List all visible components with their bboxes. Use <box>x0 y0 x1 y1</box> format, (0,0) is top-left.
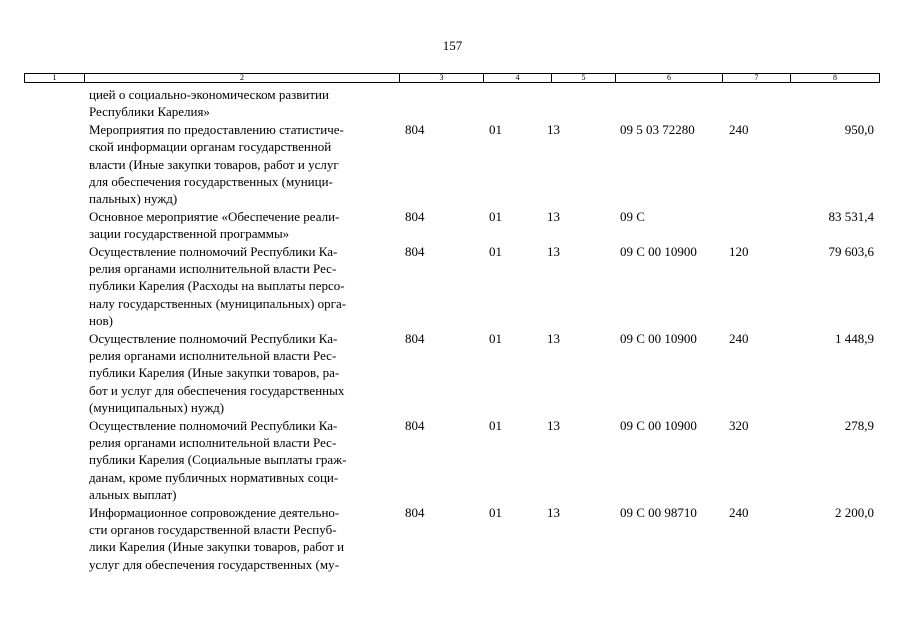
description-line: публики Карелия (Социальные выплаты граж- <box>89 452 347 468</box>
cell-col-5: 13 <box>547 330 560 346</box>
description-line: Осуществление полномочий Республики Ка- <box>89 243 338 259</box>
cell-col-4: 01 <box>489 208 502 224</box>
description-line: публики Карелия (Иные закупки товаров, ра- <box>89 365 340 381</box>
row-description <box>89 121 394 208</box>
cell-col-5: 13 <box>547 243 560 259</box>
cell-col-4: 01 <box>489 121 502 137</box>
description-line: зации государственной программы» <box>89 226 290 242</box>
cell-col-3: 804 <box>405 121 425 137</box>
description-line: релия органами исполнительной власти Рес- <box>89 348 337 363</box>
description-line: релия органами исполнительной власти Рес- <box>89 435 337 450</box>
description-line: сти органов государственной власти Респуб- <box>89 522 337 537</box>
cell-col-3: 804 <box>405 504 425 520</box>
cell-col-3: 804 <box>405 417 425 433</box>
cell-col-4: 01 <box>489 243 502 259</box>
row-description <box>89 208 394 243</box>
row-description <box>89 86 394 121</box>
header-col-1: 1 <box>25 74 85 82</box>
description-line: налу государственных (муниципальных) орга- <box>89 295 347 311</box>
cell-col-7: 240 <box>729 330 749 346</box>
row-description <box>89 243 394 330</box>
description-line: Информационное сопровождение деятельно- <box>89 504 340 520</box>
cell-col-6: 09 5 03 72280 <box>620 121 695 137</box>
cell-col-6: 09 С <box>620 208 645 224</box>
description-line: Республики Карелия» <box>89 104 210 120</box>
cell-col-6: 09 С 00 10900 <box>620 330 697 346</box>
description-line: власти (Иные закупки товаров, работ и услуг <box>89 156 339 172</box>
description-line: ской информации органам государственной <box>89 139 332 155</box>
description-line: лики Карелия (Иные закупки товаров, работ и <box>89 539 345 555</box>
description-line: пальных) нужд) <box>89 191 178 207</box>
description-line: нов) <box>89 313 113 329</box>
cell-col-3: 804 <box>405 243 425 259</box>
table-header <box>24 73 880 83</box>
row-description <box>89 504 394 574</box>
cell-col-7: 120 <box>729 243 749 259</box>
cell-col-8: 79 603,6 <box>828 243 874 259</box>
cell-col-4: 01 <box>489 504 502 520</box>
description-line: данам, кроме публичных нормативных соци- <box>89 469 339 485</box>
description-line: Осуществление полномочий Республики Ка- <box>89 330 338 346</box>
description-line: услуг для обеспечения государственных (му- <box>89 556 339 572</box>
cell-col-8: 950,0 <box>844 121 874 137</box>
cell-col-5: 13 <box>547 208 560 224</box>
header-col-8: 8 <box>833 73 837 82</box>
description-line: альных выплат) <box>89 487 177 503</box>
description-line: Мероприятия по предоставлению статистиче- <box>89 121 344 137</box>
row-description <box>89 417 394 504</box>
description-line: публики Карелия (Расходы на выплаты персо- <box>89 278 345 294</box>
description-line: (муниципальных) нужд) <box>89 400 225 416</box>
cell-col-4: 01 <box>489 417 502 433</box>
header-col-3: 3 <box>400 74 484 82</box>
cell-col-3: 804 <box>405 208 425 224</box>
cell-col-8: 278,9 <box>844 417 874 433</box>
cell-col-4: 01 <box>489 330 502 346</box>
cell-col-7: 240 <box>729 504 749 520</box>
header-col-5: 5 <box>552 74 616 82</box>
cell-col-3: 804 <box>405 330 425 346</box>
cell-col-8: 1 448,9 <box>835 330 874 346</box>
cell-col-8: 83 531,4 <box>828 208 874 224</box>
cell-col-6: 09 С 00 98710 <box>620 504 697 520</box>
cell-col-5: 13 <box>547 121 560 137</box>
description-line: для обеспечения государственных (муници- <box>89 174 333 190</box>
cell-col-6: 09 С 00 10900 <box>620 243 697 259</box>
header-col-4: 4 <box>484 74 552 82</box>
header-col-6: 6 <box>616 74 723 82</box>
description-line: Осуществление полномочий Республики Ка- <box>89 417 338 433</box>
cell-col-5: 13 <box>547 417 560 433</box>
page-number: 157 <box>442 38 463 53</box>
description-line: Основное мероприятие «Обеспечение реали- <box>89 208 340 224</box>
row-description <box>89 330 394 417</box>
description-line: цией о социально-экономическом развитии <box>89 87 329 102</box>
description-line: бот и услуг для обеспечения государственных <box>89 382 345 398</box>
description-line: релия органами исполнительной власти Рес- <box>89 261 337 276</box>
cell-col-5: 13 <box>547 504 560 520</box>
cell-col-6: 09 С 00 10900 <box>620 417 697 433</box>
header-col-2: 2 <box>85 74 400 82</box>
cell-col-8: 2 200,0 <box>835 504 874 520</box>
cell-col-7: 320 <box>729 417 749 433</box>
header-col-7: 7 <box>723 74 791 82</box>
cell-col-7: 240 <box>729 121 749 137</box>
